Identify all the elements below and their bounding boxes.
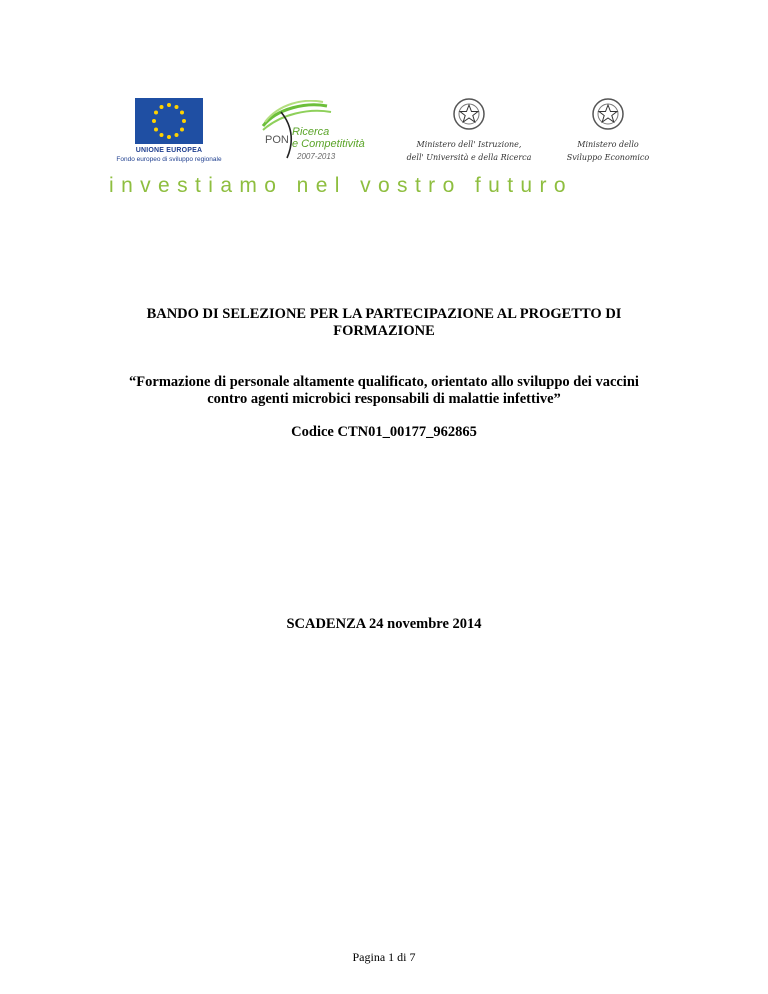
pon-logo bbox=[257, 100, 377, 166]
eu-subtitle: Fondo europeo di sviluppo regionale bbox=[116, 156, 222, 163]
mise-line1: Ministero dello bbox=[577, 140, 639, 149]
title-line-2: FORMAZIONE bbox=[333, 323, 435, 339]
project-code: Codice CTN01_00177_962865 bbox=[291, 424, 477, 440]
subject-line-2: contro agenti microbici responsabili di malattie infettive” bbox=[207, 391, 561, 407]
document-title bbox=[80, 306, 688, 340]
pon-competitivita: e Competitività bbox=[292, 138, 365, 150]
eu-title: UNIONE EUROPEA bbox=[135, 147, 203, 154]
tagline: investiamo nel vostro futuro bbox=[109, 174, 573, 197]
italian-emblem-icon bbox=[451, 96, 487, 132]
mise-line2: Sviluppo Economico bbox=[566, 153, 650, 162]
mise-logo bbox=[558, 96, 658, 168]
eu-flag-icon bbox=[135, 98, 203, 144]
page-number: Pagina 1 di 7 bbox=[352, 950, 416, 964]
deadline: SCADENZA 24 novembre 2014 bbox=[286, 616, 482, 632]
miur-line2: dell' Università e della Ricerca bbox=[406, 153, 532, 162]
miur-name bbox=[404, 138, 534, 164]
miur-logo bbox=[404, 96, 534, 168]
subject-line-1: “Formazione di personale altamente qualificato, orientato allo sviluppo dei vaccini bbox=[129, 374, 639, 390]
title-line-1: BANDO DI SELEZIONE PER LA PARTECIPAZIONE AL PROGETTO DI bbox=[146, 306, 622, 322]
mise-name bbox=[558, 138, 658, 164]
italian-emblem-icon bbox=[590, 96, 626, 132]
eu-logo bbox=[107, 98, 231, 164]
project-subject bbox=[80, 374, 688, 408]
eu-stars bbox=[135, 98, 203, 144]
pon-label: PON bbox=[265, 134, 289, 146]
miur-line1: Ministero dell' Istruzione, bbox=[416, 140, 522, 149]
pon-years: 2007-2013 bbox=[297, 152, 336, 161]
pon-ricerca: Ricerca bbox=[292, 126, 330, 138]
